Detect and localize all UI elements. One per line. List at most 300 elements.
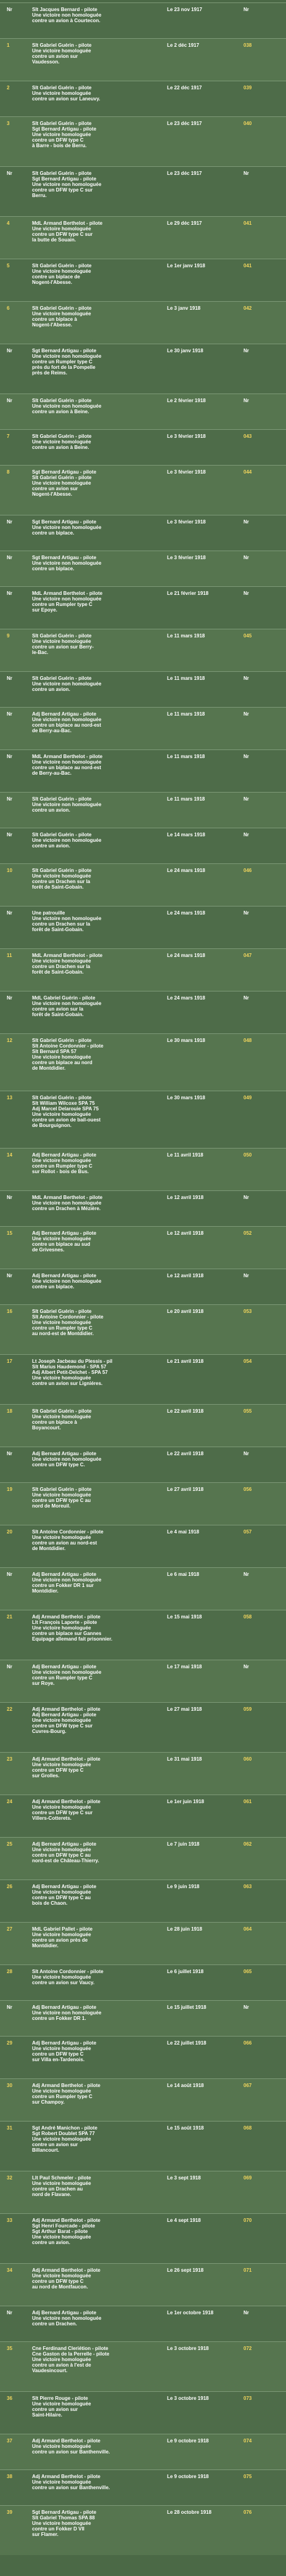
victory-reference: Nr xyxy=(243,1195,249,1200)
victory-reference: 075 xyxy=(243,2474,252,2479)
victory-row xyxy=(0,2171,286,2213)
victory-description: Sgt Bernard Artigau - pilote Slt Gabriel Guérin - pilote Une victoire homologuée contre un avion sur Nogent-l'Abesse. xyxy=(32,469,97,497)
victory-number: 11 xyxy=(7,953,12,958)
victory-date: Le 17 mai 1918 xyxy=(167,1664,202,1670)
victory-row xyxy=(0,1795,286,1837)
victory-reference: 042 xyxy=(243,305,252,311)
victory-date: Le 3 février 1918 xyxy=(167,434,206,439)
victory-row xyxy=(0,1091,286,1148)
victory-reference: 073 xyxy=(243,2396,252,2401)
victory-row xyxy=(0,259,286,301)
victory-date: Le 11 avril 1918 xyxy=(167,1152,203,1158)
victory-date: Le 27 mai 1918 xyxy=(167,1706,202,1712)
victory-reference: 063 xyxy=(243,1884,252,1889)
victory-description: Slt Gabriel Guérin - pilote Une victoire non homologuée contre un avion. xyxy=(32,676,102,692)
victory-date: Le 7 juin 1918 xyxy=(167,1841,200,1847)
victory-reference: Nr xyxy=(243,711,249,717)
victory-row xyxy=(0,1837,286,1880)
victory-row xyxy=(0,1404,286,1447)
victory-description: Slt Antoine Cordonnier - pilote Une victoire homologuée contre un avion au nord-est de Montdidier. xyxy=(32,1529,104,1551)
victory-description: Adj Bernard Artigau - pilote Une victoire non homologuée contre un Drachen. xyxy=(32,2310,102,2327)
victory-number: 19 xyxy=(7,1487,12,1492)
victory-reference: Nr xyxy=(243,2310,249,2316)
victory-reference: 038 xyxy=(243,42,252,48)
victory-row xyxy=(0,166,286,216)
victory-date: Le 15 mai 1918 xyxy=(167,1614,202,1620)
victory-reference: Nr xyxy=(243,348,249,353)
victory-date: Le 24 mars 1918 xyxy=(167,868,205,873)
victory-date: Le 20 avril 1918 xyxy=(167,1309,204,1314)
victory-description: Sgt André Manichon - pilote Sgt Robert Doublet SPA 77 Une victoire homologuée contre un avion sur Billancourt. xyxy=(32,2125,97,2153)
victory-date: Le 3 octobre 1918 xyxy=(167,2346,209,2351)
victory-number: 12 xyxy=(7,1038,12,1043)
victory-row xyxy=(0,1304,286,1354)
victory-row xyxy=(0,1447,286,1482)
victory-date: Le 24 mars 1918 xyxy=(167,953,205,958)
victory-reference: 061 xyxy=(243,1799,252,1804)
victory-row xyxy=(0,671,286,707)
victory-description: Slt Gabriel Guérin - pilote Une victoire homologuée contre un avion sur Laneuvy. xyxy=(32,85,100,102)
victory-number: 7 xyxy=(7,434,10,439)
victory-row xyxy=(0,1269,286,1304)
victory-date: Le 3 octobre 1918 xyxy=(167,2396,209,2401)
victory-description: Adj Bernard Artigau - pilote Une victoire non homologuée contre un DFW type C. xyxy=(32,1451,102,1468)
victory-description: Slt Gabriel Guérin - pilote Une victoire non homologuée contre un avion. xyxy=(32,832,102,849)
victory-row xyxy=(0,1880,286,1922)
victory-description: Slt Gabriel Guérin - pilote Slt William Wilcoxe SPA 75 Adj Marcel Delarouie SPA 75 Une victoire homologuée contre un avion de bail-ouest de Bourguignon. xyxy=(32,1095,101,1128)
victory-reference: Nr xyxy=(243,796,249,802)
victory-date: Le 30 janv 1918 xyxy=(167,348,203,353)
victory-number: 31 xyxy=(7,2125,12,2131)
victory-row xyxy=(0,1033,286,1091)
victory-number: 16 xyxy=(7,1309,12,1314)
victory-date: Le 1er octobre 1918 xyxy=(167,2310,214,2316)
victory-number: 21 xyxy=(7,1614,12,1620)
victory-reference: 044 xyxy=(243,469,252,475)
victory-number: 24 xyxy=(7,1799,12,1804)
victory-description: Slt Gabriel Guérin - pilote Une victoire non homologuée contre un avion. xyxy=(32,796,102,813)
victory-description: Adj Bernard Artigau - pilote Une victoire non homologuée contre un Rumpler type C sur Roye. xyxy=(32,1664,102,1686)
victory-row xyxy=(0,1525,286,1567)
victory-row xyxy=(0,2434,286,2469)
victory-reference: 072 xyxy=(243,2346,252,2351)
victory-reference: Nr xyxy=(243,676,249,681)
victory-date: Le 11 mars 1918 xyxy=(167,676,205,681)
victory-number: 39 xyxy=(7,2509,12,2515)
victory-description: Adj Bernard Artigau - pilote Une victoire non homologuée contre un Fokker DR 1 sur Montdidier. xyxy=(32,1572,102,1594)
victory-date: Le 6 juillet 1918 xyxy=(167,1969,204,1974)
victory-description: Adj Bernard Artigau - pilote Une victoire non homologuée contre un biplace. xyxy=(32,1273,102,1290)
victory-number: 20 xyxy=(7,1529,12,1535)
victory-number: Nr xyxy=(7,832,12,838)
victory-row xyxy=(0,1148,286,1190)
victory-date: Le 1er juin 1918 xyxy=(167,1799,205,1804)
victory-description: Slt Gabriel Guérin - pilote Une victoire homologuée contre un biplace de Nogent-l'Abesse. xyxy=(32,263,92,285)
victory-reference: Nr xyxy=(243,171,249,176)
victory-description: Slt Gabriel Guérin - pilote Slt Antoine Cordonnier - pilote Slt Bernard SPA 57 Une victoire homologuée contre un biplace au nord de Montdidier. xyxy=(32,1038,104,1071)
victory-reference: 039 xyxy=(243,85,252,91)
victory-date: Le 2 déc 1917 xyxy=(167,42,200,48)
victory-number: Nr xyxy=(7,2005,12,2010)
victory-reference: 041 xyxy=(243,263,252,269)
victory-date: Le 9 octobre 1918 xyxy=(167,2438,209,2444)
victory-reference: 074 xyxy=(243,2438,252,2444)
victory-date: Le 12 avril 1918 xyxy=(167,1230,204,1236)
victory-number: Nr xyxy=(7,754,12,759)
victory-reference: 055 xyxy=(243,1408,252,1414)
victory-number: 34 xyxy=(7,2267,12,2273)
victory-date: Le 21 avril 1918 xyxy=(167,1359,204,1364)
victory-number: 23 xyxy=(7,1756,12,1762)
victory-reference: 076 xyxy=(243,2509,252,2515)
victory-date: Le 22 juillet 1918 xyxy=(167,2040,206,2046)
victory-date: Le 21 février 1918 xyxy=(167,591,209,596)
victory-description: Adj Bernard Artigau - pilote Une victoire homologuée contre un DFW type C au nord-est de Château-Thierry. xyxy=(32,1841,99,1863)
victory-description: Slt Gabriel Guérin - pilote Une victoire homologuée contre un avion sur Vaudesson. xyxy=(32,42,92,65)
victory-number: Nr xyxy=(7,591,12,596)
victory-date: Le 26 sept 1918 xyxy=(167,2267,204,2273)
victory-row xyxy=(0,1567,286,1610)
victory-number: 33 xyxy=(7,2218,12,2223)
victory-row xyxy=(0,429,286,465)
victory-row xyxy=(0,906,286,948)
victory-reference: Nr xyxy=(243,1664,249,1670)
victory-number: 25 xyxy=(7,1841,12,1847)
victory-number: 17 xyxy=(7,1359,12,1364)
victory-row xyxy=(0,2,286,38)
victory-number: 8 xyxy=(7,469,10,475)
victory-number: Nr xyxy=(7,711,12,717)
victory-number: 29 xyxy=(7,2040,12,2046)
victory-number: Nr xyxy=(7,171,12,176)
victory-date: Le 31 mai 1918 xyxy=(167,1756,202,1762)
victory-number: 26 xyxy=(7,1884,12,1889)
victory-row xyxy=(0,2078,286,2121)
victory-row xyxy=(0,2469,286,2505)
victory-reference: 066 xyxy=(243,2040,252,2046)
victory-number: Nr xyxy=(7,7,12,12)
victory-description: Slt Gabriel Guérin - pilote Une victoire homologuée contre un biplace à Nogent-l'Abesse. xyxy=(32,305,92,328)
victory-row xyxy=(0,301,286,344)
victory-reference: 056 xyxy=(243,1487,252,1492)
victory-number: 27 xyxy=(7,1926,12,1932)
victory-reference: 070 xyxy=(243,2218,252,2223)
victory-description: Adj Armand Berthelot - pilote Une victoire homologuée contre un DFW type C au nord de Montfaucon. xyxy=(32,2267,100,2290)
victory-description: Sgt Bernard Artigau - pilote Une victoire non homologuée contre un biplace. xyxy=(32,555,102,571)
victory-number: 22 xyxy=(7,1706,12,1712)
victory-date: Le 24 mars 1918 xyxy=(167,995,205,1001)
victory-reference: Nr xyxy=(243,832,249,838)
victory-number: 36 xyxy=(7,2396,12,2401)
victory-date: Le 3 février 1918 xyxy=(167,519,206,525)
victory-number: Nr xyxy=(7,796,12,802)
victory-description: MdL Armand Berthelot - pilote Une victoire homologuée contre un DFW type C sur la butte de Souain. xyxy=(32,220,103,243)
victory-date: Le 28 juin 1918 xyxy=(167,1926,202,1932)
victory-date: Le 15 août 1918 xyxy=(167,2125,204,2131)
victory-number: Nr xyxy=(7,555,12,560)
victory-date: Le 23 déc 1917 xyxy=(167,121,202,126)
victory-description: Adj Bernard Artigau - pilote Une victoire homologuée contre un DFW type C sur Villa en-Tardenois. xyxy=(32,2040,97,2062)
victory-description: Slt Gabriel Guérin - pilote Une victoire homologuée contre un avion à Beine. xyxy=(32,434,92,450)
victory-number: Nr xyxy=(7,676,12,681)
victory-reference: 043 xyxy=(243,434,252,439)
victory-date: Le 24 mars 1918 xyxy=(167,910,205,916)
victory-date: Le 12 avril 1918 xyxy=(167,1195,204,1200)
victory-number: 37 xyxy=(7,2438,12,2444)
victory-description: MdL Gabriel Guérin - pilote Une victoire non homologuée contre un avion sur la forêt de Saint-Gobain. xyxy=(32,995,102,1017)
victory-description: Adj Armand Berthelot - pilote Une victoire homologuée contre un DFW type C sur Villers-Cotterets. xyxy=(32,1799,100,1821)
victory-row xyxy=(0,465,286,515)
victory-description: MdL Armand Berthelot - pilote Une victoire non homologuée contre un Drachen à Mézière. xyxy=(32,1195,103,1211)
victory-reference: 047 xyxy=(243,953,252,958)
victory-description: Slt Gabriel Guérin - pilote Une victoire homologuée contre un DFW type C au nord de Moreuil. xyxy=(32,1487,92,1509)
victory-reference: Nr xyxy=(243,2005,249,2010)
victory-number: Nr xyxy=(7,1572,12,1577)
victory-row xyxy=(0,1702,286,1752)
victory-row xyxy=(0,707,286,749)
victory-row xyxy=(0,948,286,991)
victory-description: Adj Armand Berthelot - pilote Sgt Henri Fourcade - pilote Sgt Arthur Barat - pilote Une victoire homologuée contre un avion. xyxy=(32,2218,100,2245)
victory-date: Le 3 janv 1918 xyxy=(167,305,201,311)
victory-number: Nr xyxy=(7,910,12,916)
victory-row xyxy=(0,991,286,1033)
victory-row xyxy=(0,749,286,792)
victory-date: Le 3 février 1918 xyxy=(167,469,206,475)
victory-row xyxy=(0,344,286,394)
victory-reference: Nr xyxy=(243,7,249,12)
victory-number: Nr xyxy=(7,2310,12,2316)
victory-reference: 071 xyxy=(243,2267,252,2273)
victory-reference: 059 xyxy=(243,1706,252,1712)
victory-description: Adj Bernard Artigau - pilote Une victoire homologuée contre un Rumpler type C sur Rollot - bois de Bus. xyxy=(32,1152,97,1174)
victory-number: 32 xyxy=(7,2175,12,2181)
victory-number: 1 xyxy=(7,42,10,48)
victory-reference: 048 xyxy=(243,1038,252,1043)
victory-date: Le 29 déc 1917 xyxy=(167,220,202,226)
victory-date: Le 22 avril 1918 xyxy=(167,1408,204,1414)
victory-date: Le 1er janv 1918 xyxy=(167,263,205,269)
victory-row xyxy=(0,2121,286,2171)
victory-reference: 058 xyxy=(243,1614,252,1620)
victory-reference: 068 xyxy=(243,2125,252,2131)
victory-row xyxy=(0,1964,286,2000)
victory-description: Sgt Bernard Artigau - pilote Une victoire non homologuée contre un biplace. xyxy=(32,519,102,536)
victory-reference: Nr xyxy=(243,591,249,596)
victory-description: MdL Armand Berthelot - pilote Une victoire non homologuée contre un Rumpler type C sur Epoye. xyxy=(32,591,103,613)
victory-row xyxy=(0,515,286,551)
victory-row xyxy=(0,792,286,828)
victory-reference: 067 xyxy=(243,2083,252,2088)
victory-date: Le 15 juillet 1918 xyxy=(167,2005,206,2010)
victory-reference: Nr xyxy=(243,1451,249,1456)
victory-date: Le 3 sept 1918 xyxy=(167,2175,201,2181)
victory-row xyxy=(0,2391,286,2434)
victory-description: Slt Gabriel Guérin - pilote Une victoire homologuée contre un avion sur Berry- le-Bac. xyxy=(32,633,94,655)
victory-row xyxy=(0,38,286,81)
victory-number: 28 xyxy=(7,1969,12,1974)
victory-reference: 057 xyxy=(243,1529,252,1535)
victory-number: 5 xyxy=(7,263,10,269)
victory-number: Nr xyxy=(7,519,12,525)
victory-number: Nr xyxy=(7,398,12,403)
victory-description: Adj Armand Berthelot - pilote Une victoire homologuée contre un avion sur Banthenville. xyxy=(32,2438,110,2455)
victory-description: Adj Bernard Artigau - pilote Une victoire homologuée contre un DFW type C au bois de Chaon. xyxy=(32,1884,97,1906)
victory-row xyxy=(0,1190,286,1226)
victory-description: Adj Bernard Artigau - pilote Une victoire non homologuée contre un biplace au nord-est de Berry-au-Bac. xyxy=(32,711,102,733)
victory-description: Adj Bernard Artigau - pilote Une victoire non homologuée contre un Fokker DR 1. xyxy=(32,2005,102,2021)
victory-row xyxy=(0,116,286,166)
victory-description: Slt Gabriel Guérin - pilote Slt Antoine Cordonnier - pilote Une victoire homologuée contre un Rumpler type C au nord-est de Montdidier. xyxy=(32,1309,104,1336)
victory-number: Nr xyxy=(7,1195,12,1200)
victory-date: Le 23 déc 1917 xyxy=(167,171,202,176)
victory-row xyxy=(0,2213,286,2263)
victory-row xyxy=(0,863,286,906)
victory-reference: 046 xyxy=(243,868,252,873)
victory-number: 6 xyxy=(7,305,10,311)
victory-reference: 049 xyxy=(243,1095,252,1100)
victory-date: Le 9 octobre 1918 xyxy=(167,2474,209,2479)
victory-reference: 053 xyxy=(243,1309,252,1314)
victory-date: Le 12 avril 1918 xyxy=(167,1273,204,1278)
victory-number: 4 xyxy=(7,220,10,226)
victory-number: 9 xyxy=(7,633,10,639)
victory-reference: 050 xyxy=(243,1152,252,1158)
victory-description: Slt Gabriel Guérin - pilote Sgt Bernard Artigau - pilote Une victoire homologuée contre un DFW type C à Barre - bois de Berru. xyxy=(32,121,97,148)
victory-reference: Nr xyxy=(243,754,249,759)
victory-number: 18 xyxy=(7,1408,12,1414)
victory-description: Slt Jacques Bernard - pilote Une victoire non homologuée contre un avion à Courtecon. xyxy=(32,7,102,23)
victory-reference: 064 xyxy=(243,1926,252,1932)
victory-row xyxy=(0,2306,286,2341)
victory-date: Le 28 octobre 1918 xyxy=(167,2509,212,2515)
victory-description: Cne Ferdinand Cleriétion - pilote Cne Gaston de la Perrelle - pilote Une victoire homologuée contre un avion à l'est de Vaudesincourt. xyxy=(32,2346,110,2373)
victory-description: Slt Pierre Rouge - pilote Une victoire homologuée contre un avion sur Saint-Hilaire. xyxy=(32,2396,91,2418)
victory-reference: Nr xyxy=(243,398,249,403)
victory-description: Lt Joseph Jacbeau du Plessis - pil Slt Marius Haudemond - SPA 57 Adj Albert Petit-Delchet - SPA 57 Une victoire homologuée contre un avion sur Ligniéres. xyxy=(32,1359,113,1386)
victory-description: Llt Paul Schmeler - pilote Une victoire homologuée contre un Drachen au nord de Flavane. xyxy=(32,2175,91,2197)
victory-number: 30 xyxy=(7,2083,12,2088)
victory-description: Adj Armand Berthelot - pilote Une victoire homologuée contre un Rumpler type C sur Champoy. xyxy=(32,2083,100,2105)
victory-row xyxy=(0,586,286,629)
victory-number: 35 xyxy=(7,2346,12,2351)
victory-number: Nr xyxy=(7,995,12,1001)
victory-number: 3 xyxy=(7,121,10,126)
victory-reference: 040 xyxy=(243,121,252,126)
victory-row xyxy=(0,2341,286,2391)
victory-number: 14 xyxy=(7,1152,12,1158)
victory-reference: 045 xyxy=(243,633,252,639)
victory-description: Sgt Bernard Artigau - pilote Une victoire non homologuée contre un Rumpler type C près du fort de la Pompelle près de Reims. xyxy=(32,348,102,376)
victory-row xyxy=(0,1922,286,1964)
victory-reference: 069 xyxy=(243,2175,252,2181)
victory-date: Le 23 nov 1917 xyxy=(167,7,202,12)
victory-row xyxy=(0,216,286,259)
victory-date: Le 11 mars 1918 xyxy=(167,754,205,759)
victory-description: Adj Bernard Artigau - pilote Une victoire homologuée contre un biplace au sud de Grivesnes. xyxy=(32,1230,97,1253)
victory-date: Le 4 sept 1918 xyxy=(167,2218,201,2223)
victory-date: Le 2 février 1918 xyxy=(167,398,206,403)
victory-description: MdL Armand Berthelot - pilote Une victoire homologuée contre un Drachen sur la forêt de Saint-Gobain. xyxy=(32,953,103,975)
victory-date: Le 11 mars 1918 xyxy=(167,796,205,802)
victory-date: Le 14 août 1918 xyxy=(167,2083,204,2088)
victory-row xyxy=(0,2000,286,2036)
victory-row xyxy=(0,629,286,671)
victory-description: Adj Armand Berthelot - pilote Une victoire homologuée contre un avion sur Banthenville. xyxy=(32,2474,110,2490)
victory-row xyxy=(0,81,286,116)
victory-reference: 060 xyxy=(243,1756,252,1762)
victory-row xyxy=(0,2036,286,2078)
victory-description: Adj Armand Berthelot - pilote Adj Bernard Artigau - pilote Une victoire homologuée contre un DFW type C sur Cuvres-Bourg. xyxy=(32,1706,100,1734)
victory-date: Le 22 avril 1918 xyxy=(167,1451,204,1456)
victory-description: MdL Gabriel Pallet - pilote Une victoire homologuée contre un avion près de Montdidier. xyxy=(32,1926,93,1948)
victory-description: Slt Gabriel Guérin - pilote Une victoire homologuée contre un biplace à Boyancourt. xyxy=(32,1408,92,1431)
victory-number: Nr xyxy=(7,1273,12,1278)
victory-reference: 062 xyxy=(243,1841,252,1847)
victory-date: Le 9 juin 1918 xyxy=(167,1884,200,1889)
victory-date: Le 6 mai 1918 xyxy=(167,1572,200,1577)
victory-date: Le 11 mars 1918 xyxy=(167,633,205,639)
victory-reference: 065 xyxy=(243,1969,252,1974)
victory-reference: Nr xyxy=(243,1273,249,1278)
victory-date: Le 30 mars 1918 xyxy=(167,1038,205,1043)
victory-reference: Nr xyxy=(243,910,249,916)
victory-reference: 052 xyxy=(243,1230,252,1236)
victory-description: Une patrouille Une victoire non homologuée contre un Drachen sur la forêt de Saint-Gobain. xyxy=(32,910,102,932)
victory-description: Slt Gabriel Guérin - pilote Sgt Bernard Artigau - pilote Une victoire non homologuée contre un DFW type C sur Berru. xyxy=(32,171,102,198)
victory-number: 10 xyxy=(7,868,12,873)
victory-reference: Nr xyxy=(243,555,249,560)
victory-date: Le 22 déc 1917 xyxy=(167,85,202,91)
victory-reference: 041 xyxy=(243,220,252,226)
victory-description: Slt Gabriel Guérin - pilote Une victoire homologuée contre un Drachen sur la forêt de Saint-Gobain. xyxy=(32,868,92,890)
victory-date: Le 27 avril 1918 xyxy=(167,1487,204,1492)
victory-number: 13 xyxy=(7,1095,12,1100)
victory-date: Le 14 mars 1918 xyxy=(167,832,205,838)
victory-date: Le 11 mars 1918 xyxy=(167,711,205,717)
victory-reference: Nr xyxy=(243,995,249,1001)
victory-row xyxy=(0,1226,286,1269)
victory-reference: Nr xyxy=(243,1572,249,1577)
victory-reference: 054 xyxy=(243,1359,252,1364)
victory-row xyxy=(0,1354,286,1404)
victory-row xyxy=(0,1610,286,1660)
victory-description: Sgt Bernard Artigau - pilote Slt Gabriel Thomas SPA 88 Une victoire homologuée contre un Fokker D VII sur Flamer. xyxy=(32,2509,97,2537)
victory-number: 38 xyxy=(7,2474,12,2479)
victory-description: MdL Armand Berthelot - pilote Une victoire non homologuée contre un biplace au nord-est de Berry-au-Bac. xyxy=(32,754,103,776)
victory-number: 2 xyxy=(7,85,10,91)
victory-row xyxy=(0,2505,286,2555)
victory-number: Nr xyxy=(7,348,12,353)
victory-row xyxy=(0,828,286,863)
victory-row xyxy=(0,1752,286,1795)
victory-date: Le 30 mars 1918 xyxy=(167,1095,205,1100)
victory-description: Slt Gabriel Guérin - pilote Une victoire non homologuée contre un avion à Beine. xyxy=(32,398,102,414)
victory-date: Le 3 février 1918 xyxy=(167,555,206,560)
victory-row xyxy=(0,1660,286,1702)
victory-row xyxy=(0,394,286,429)
victory-number: 15 xyxy=(7,1230,12,1236)
victory-date: Le 4 mai 1918 xyxy=(167,1529,200,1535)
victory-row xyxy=(0,1482,286,1525)
victory-description: Slt Antoine Cordonnier - pilote Une victoire homologuée contre un avion sur Vaucy. xyxy=(32,1969,104,1985)
victory-number: Nr xyxy=(7,1664,12,1670)
victory-description: Adj Armand Berthelot - pilote Llt François Laporte - pilote Une victoire homologuée contre un biplace sur Gannes Equipage allemand fait prisonnier. xyxy=(32,1614,113,1642)
victory-reference: Nr xyxy=(243,519,249,525)
victory-row xyxy=(0,551,286,586)
victory-row xyxy=(0,2263,286,2306)
victory-description: Adj Armand Berthelot - pilote Une victoire homologuée contre un DFW type C sur Grolles. xyxy=(32,1756,100,1779)
victory-number: Nr xyxy=(7,1451,12,1456)
